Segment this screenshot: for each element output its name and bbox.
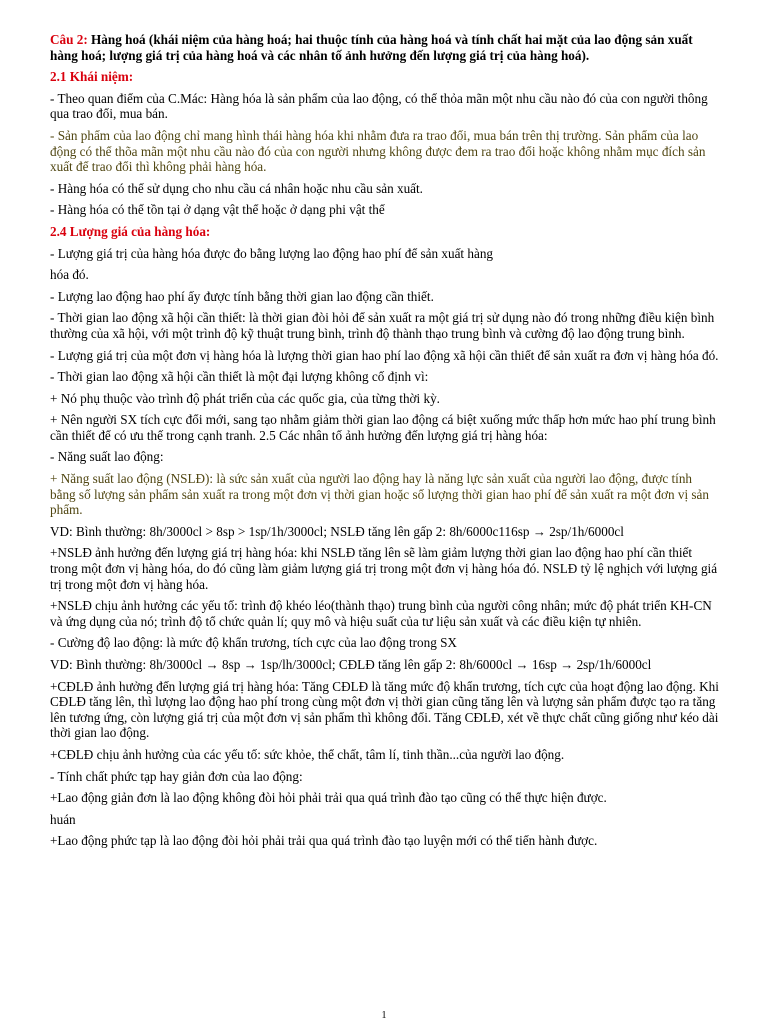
question-number: Câu 2: xyxy=(50,32,88,47)
paragraph: - Lượng giá trị của hàng hóa được đo bằng lượng lao động hao phí để sản xuất hàng xyxy=(50,245,494,261)
question-text: Hàng hoá (khái niệm của hàng hoá; hai thuộc tính của hàng hoá và tính chất hai mặt của lao động sản xuất hàng hoá; lượng giá trị của hàng hoá và các nhân tố ảnh hưởng đến lượng giá trị của hàng hoá). xyxy=(50,32,693,63)
paragraph: + Nên người SX tích cực đổi mới, sang tạo nhằm giảm thời gian lao động cá biệt xuống mức thấp hơn mức hao phí trung bình cần thiết để có ưu thế trong cạnh tranh. 2.5 Các nhân tố ảnh hưởng đến lượng giá trị hàng hóa: xyxy=(50,412,716,443)
paragraph: - Thời gian lao động xã hội cần thiết: là thời gian đòi hỏi để sản xuất ra một giá trị sử dụng nào đó trong những điều kiện bình thường của xã hội, với một trình độ kỹ thuật trung bình, trình độ thành thạo trung bình và cường độ lao động trung bình. xyxy=(50,310,715,341)
paragraph: - Hàng hóa có thể tồn tại ở dạng vật thể hoặc ở dạng phi vật thể xyxy=(50,202,385,218)
paragraph: + Năng suất lao động (NSLĐ): là sức sản xuất của người lao động hay là năng lực sản xuất của người lao động, được tính bằng số lượng sản phẩm sản xuất ra trong một đơn vị thời gian hoặc số lượng thời gian hao phí để sản xuất ra một đơn vị sản phẩm. xyxy=(50,471,709,518)
paragraph: huán xyxy=(50,811,76,827)
section-heading-value: 2.4 Lượng giá của hàng hóa: xyxy=(50,223,211,239)
paragraph: - Tính chất phức tạp hay giản đơn của lao động: xyxy=(50,768,303,784)
paragraph: +CĐLĐ chịu ảnh hưởng của các yếu tố: sức khỏe, thể chất, tâm lí, tinh thần...của người lao động. xyxy=(50,746,565,762)
paragraph: hóa đó. xyxy=(50,267,89,283)
paragraph: - Theo quan điểm của C.Mác: Hàng hóa là sản phẩm của lao động, có thể thỏa mãn một nhu cầu nào đó của con người thông qua trao đổi, mua bán. xyxy=(50,90,708,122)
paragraph: VD: Bình thường: 8h/3000cl → 8sp → 1sp/lh/3000cl; CĐLĐ tăng lên gấp 2: 8h/6000cl → 16sp → 2sp/1h/6000cl xyxy=(50,657,652,672)
document-page xyxy=(50,32,720,855)
page-number: 1 xyxy=(381,1010,387,1021)
paragraph: - Sản phẩm của lao động chỉ mang hình thái hàng hóa khi nhằm đưa ra trao đổi, mua bán trên thị trường. Sản phẩm của lao động có thể thõa mãn một nhu cầu nào đó của con người nhưng không được đem ra trao đổi hoặc không nhằm mục đích sản xuất để trao đổi thì không phải hàng hóa. xyxy=(50,127,706,175)
paragraph: VD: Bình thường: 8h/3000cl > 8sp > 1sp/1h/3000cl; NSLĐ tăng lên gấp 2: 8h/6000c116sp → 2sp/1h/6000cl xyxy=(50,523,624,539)
paragraph: +Lao động giản đơn là lao động không đòi hỏi phải trải qua quá trình đào tạo cũng có thể thực hiện được. xyxy=(50,790,607,806)
paragraph: + Nó phụ thuộc vào trình độ phát triển của các quốc gia, của từng thời kỳ. xyxy=(50,390,440,406)
paragraph: - Hàng hóa có thể sử dụng cho nhu cầu cá nhân hoặc nhu cầu sản xuất. xyxy=(50,180,423,196)
paragraph: - Cường độ lao động: là mức độ khẩn trương, tích cực của lao động trong SX xyxy=(50,635,457,651)
paragraph: - Thời gian lao động xã hội cần thiết là một đại lượng không cố định vì: xyxy=(50,369,429,385)
paragraph: - Lượng giá trị của một đơn vị hàng hóa là lượng thời gian hao phí lao động xã hội cần thiết để sản xuất ra đơn vị hàng hóa đó. xyxy=(50,347,719,363)
paragraph: +NSLĐ ảnh hưởng đến lượng giá trị hàng hóa: khi NSLĐ tăng lên sẽ làm giảm lượng thời gian lao động hao phí cần thiết trong một đơn vị hàng hóa, do đó cũng làm giảm lượng giá trị trong một đơn vị hàng hóa đó. NSLĐ tỷ lệ nghịch với lượng giá trị trong một đơn vị hàng hóa. xyxy=(50,545,718,592)
paragraph: - Lượng lao động hao phí ấy được tính bằng thời gian lao động cần thiết. xyxy=(50,288,434,304)
paragraph: - Năng suất lao động: xyxy=(50,449,164,465)
section-heading-concept: 2.1 Khái niệm: xyxy=(50,69,134,85)
question-title xyxy=(50,32,720,63)
paragraph: +Lao động phức tạp là lao động đòi hỏi phải trải qua quá trình đào tạo luyện mới có thể tiến hành được. xyxy=(50,833,598,849)
paragraph: +CĐLĐ ảnh hưởng đến lượng giá trị hàng hóa: Tăng CĐLĐ là tăng mức độ khẩn trương, tích cực của hoạt động lao động. Khi CĐLĐ tăng lên, thì lượng lao động hao phí trong cùng một đơn vị thời gian cũng tăng lên và lượng sản phẩm được tạo ra tăng lên tương ứng, còn lượng giá trị của một đơn vị sản phẩm thì không đổi. Tăng CĐLĐ, xét về thực chất cũng giống như kéo dài thời gian lao động. xyxy=(50,678,719,741)
paragraph: +NSLĐ chịu ảnh hưởng các yếu tố: trình độ khéo léo(thành thạo) trung bình của người công nhân; mức độ phát triển KH-CN và ứng dụng của nó; trình độ tổ chức quản lí; quy mô và hiệu suất của tư liệu sản xuất và các điều kiện tự nhiên. xyxy=(50,598,712,629)
